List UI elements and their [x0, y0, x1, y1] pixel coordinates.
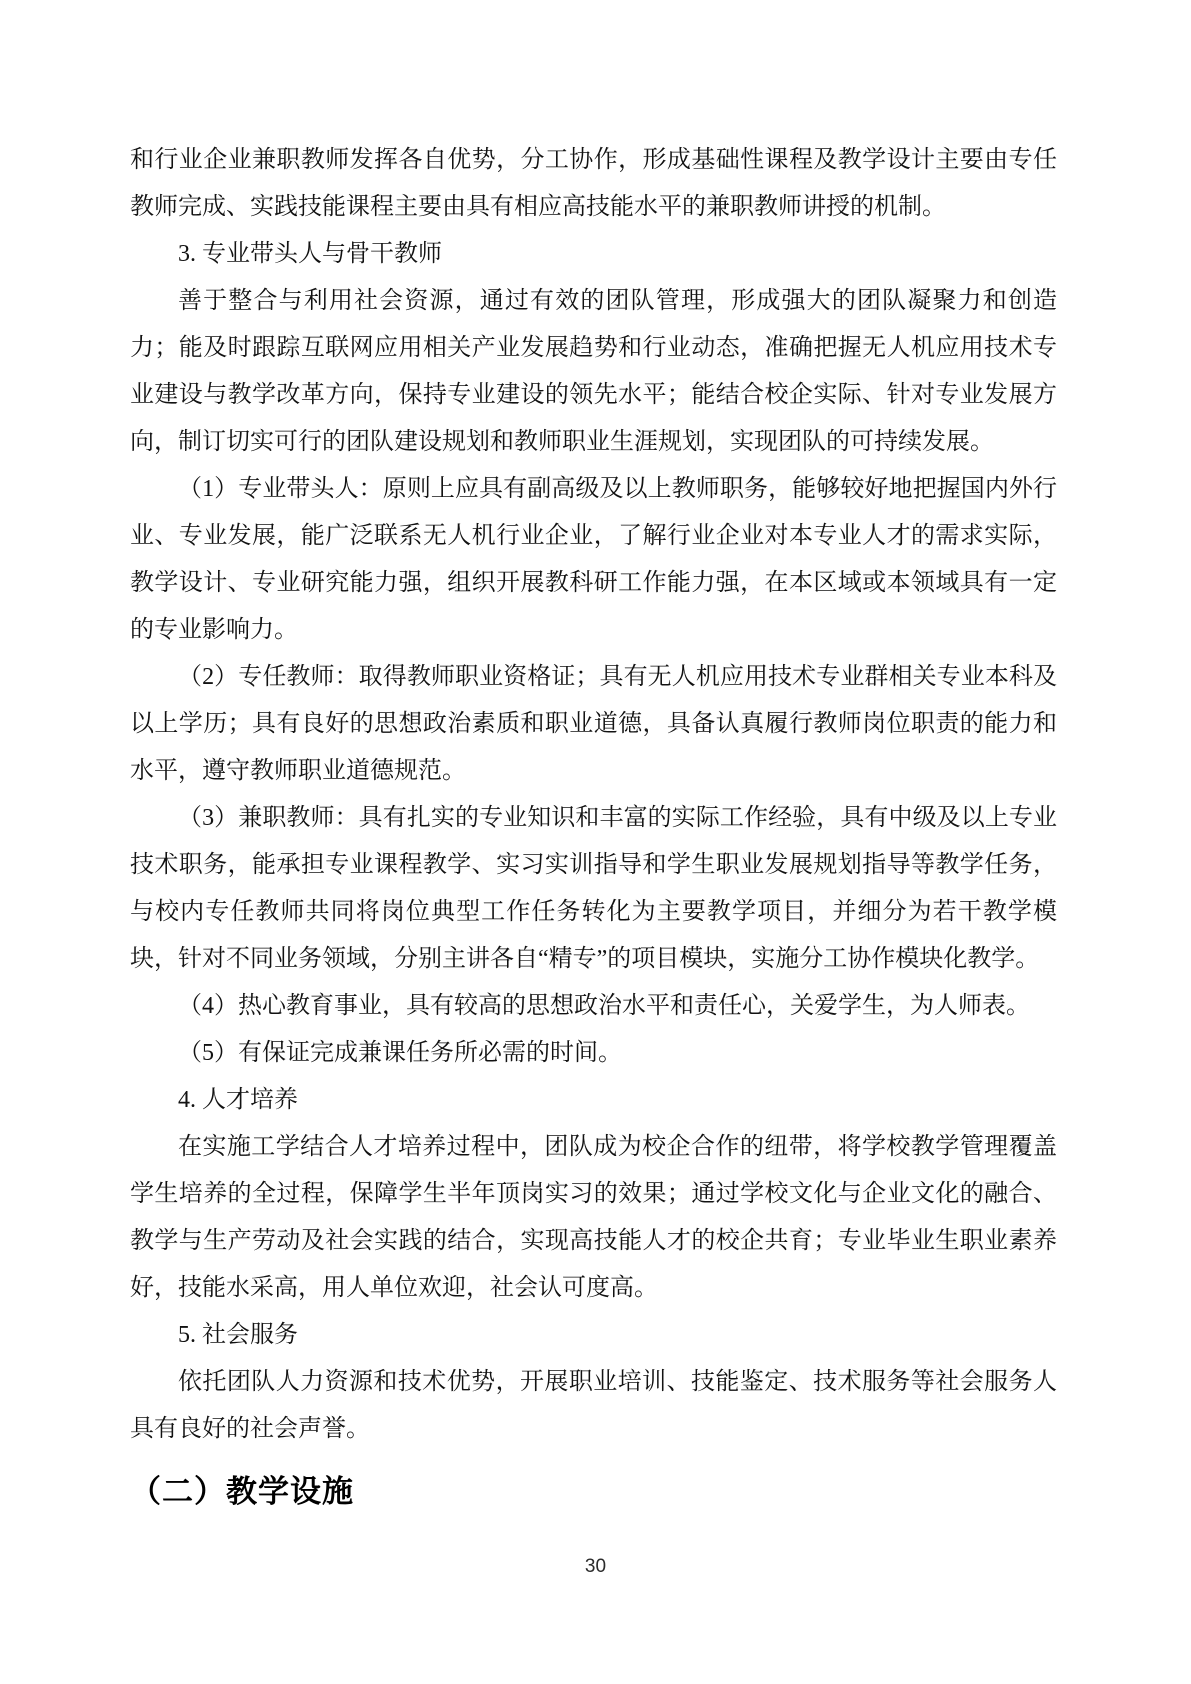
- document-body: [130, 137, 1057, 1517]
- para-talent-cultivation: 在实施工学结合人才培养过程中，团队成为校企合作的纽带，将学校教学管理覆盖学生培养的全过程，保障学生半年顶岗实习的效果；通过学校文化与企业文化的融合、教学与生产劳动及社会实践的结合，实现高技能人才的校企共育；专业毕业生职业素养好，技能水采高，用人单位欢迎，社会认可度高。: [130, 1134, 1057, 1301]
- page-number: 30: [584, 1556, 607, 1577]
- para-item-5-time-guarantee: （5）有保证完成兼课任务所必需的时间。: [178, 1040, 622, 1066]
- numbered-heading-4-talent-cultivation: 4. 人才培养: [178, 1087, 298, 1113]
- para-leaders-overview: 善于整合与利用社会资源，通过有效的团队管理，形成强大的团队凝聚力和创造力；能及时跟踪互联网应用相关产业发展趋势和行业动态，准确把握无人机应用技术专业建设与教学改革方向，保持专业建设的领先水平；能结合校企实际、针对专业发展方向，制订切实可行的团队建设规划和教师职业生涯规划，实现团队的可持续发展。: [130, 288, 1057, 455]
- para-item-3-parttime-teacher: （3）兼职教师：具有扎实的专业知识和丰富的实际工作经验，具有中级及以上专业技术职务，能承担专业课程教学、实习实训指导和学生职业发展规划指导等教学任务，与校内专任教师共同将岗位典型工作任务转化为主要教学项目，并细分为若干教学模块，针对不同业务领域，分别主讲各自“精专”的项目模块，实施分工协作模块化教学。: [130, 805, 1057, 972]
- numbered-heading-3-leaders: 3. 专业带头人与骨干教师: [178, 241, 442, 267]
- para-social-service: 依托团队人力资源和技术优势，开展职业培训、技能鉴定、技术服务等社会服务人具有良好的社会声誉。: [130, 1369, 1057, 1442]
- section-heading-teaching-facilities: （二）教学设施: [130, 1474, 354, 1509]
- para-continuation: 和行业企业兼职教师发挥各自优势，分工协作，形成基础性课程及教学设计主要由专任教师完成、实践技能课程主要由具有相应高技能水平的兼职教师讲授的机制。: [130, 147, 1057, 220]
- para-item-4-dedication: （4）热心教育事业，具有较高的思想政治水平和责任心，关爱学生，为人师表。: [178, 993, 1030, 1019]
- para-item-1-professional-leader: （1）专业带头人：原则上应具有副高级及以上教师职务，能够较好地把握国内外行业、专业发展，能广泛联系无人机行业企业，了解行业企业对本专业人才的需求实际，教学设计、专业研究能力强，组织开展教科研工作能力强，在本区域或本领域具有一定的专业影响力。: [130, 476, 1057, 643]
- para-item-2-fulltime-teacher: （2）专任教师：取得教师职业资格证；具有无人机应用技术专业群相关专业本科及以上学历；具有良好的思想政治素质和职业道德，具备认真履行教师岗位职责的能力和水平，遵守教师职业道德规范。: [130, 664, 1057, 784]
- numbered-heading-5-social-service: 5. 社会服务: [178, 1322, 298, 1348]
